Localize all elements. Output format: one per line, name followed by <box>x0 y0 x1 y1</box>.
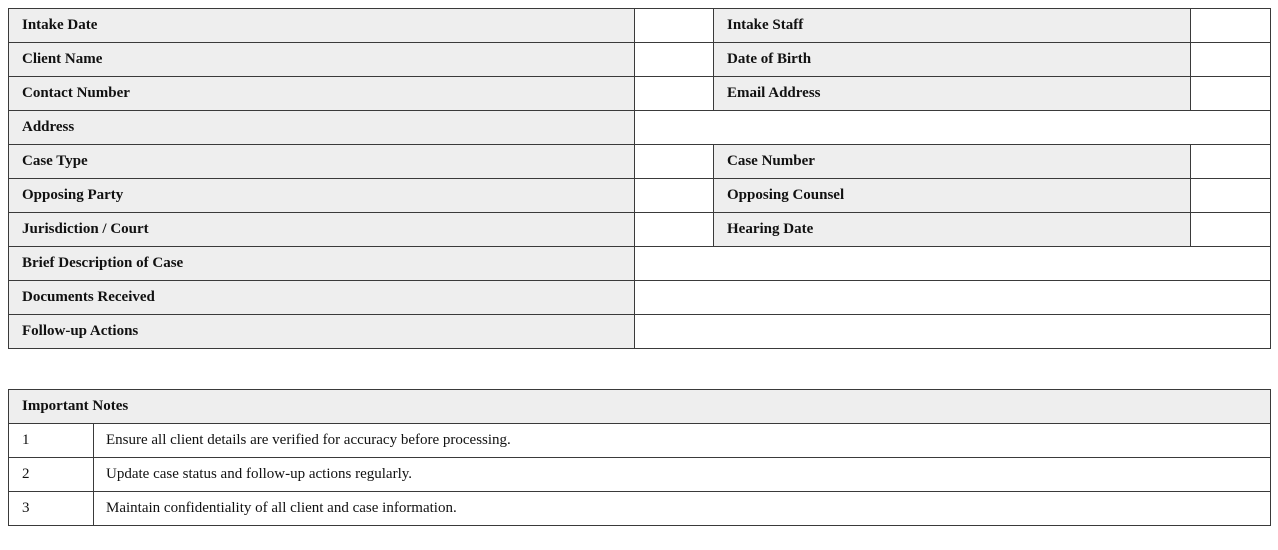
opposing-counsel-label: Opposing Counsel <box>714 179 1191 213</box>
case-type-label: Case Type <box>9 145 635 179</box>
table-row-case-type <box>9 145 1271 179</box>
note-row <box>9 424 1271 458</box>
opposing-party-field[interactable] <box>635 179 714 213</box>
table-row-opposing-party <box>9 179 1271 213</box>
opposing-party-label: Opposing Party <box>9 179 635 213</box>
case-number-label: Case Number <box>714 145 1191 179</box>
email-address-label: Email Address <box>714 77 1191 111</box>
hearing-date-field[interactable] <box>1191 213 1271 247</box>
jurisdiction-court-label: Jurisdiction / Court <box>9 213 635 247</box>
brief-description-label: Brief Description of Case <box>9 247 635 281</box>
note-row <box>9 492 1271 526</box>
notes-title: Important Notes <box>9 390 1271 424</box>
note-text: Maintain confidentiality of all client and case information. <box>94 492 1271 526</box>
contact-number-label: Contact Number <box>9 77 635 111</box>
note-number: 2 <box>9 458 94 492</box>
follow-up-actions-label: Follow-up Actions <box>9 315 635 349</box>
intake-date-field[interactable] <box>635 9 714 43</box>
table-row-intake-date <box>9 9 1271 43</box>
jurisdiction-court-field[interactable] <box>635 213 714 247</box>
opposing-counsel-field[interactable] <box>1191 179 1271 213</box>
contact-number-field[interactable] <box>635 77 714 111</box>
intake-staff-label: Intake Staff <box>714 9 1191 43</box>
important-notes-table <box>8 389 1271 526</box>
brief-description-field[interactable] <box>635 247 1271 281</box>
documents-received-field[interactable] <box>635 281 1271 315</box>
table-row-brief-description <box>9 247 1271 281</box>
intake-staff-field[interactable] <box>1191 9 1271 43</box>
follow-up-actions-field[interactable] <box>635 315 1271 349</box>
address-label: Address <box>9 111 635 145</box>
hearing-date-label: Hearing Date <box>714 213 1191 247</box>
table-row-contact-number <box>9 77 1271 111</box>
date-of-birth-field[interactable] <box>1191 43 1271 77</box>
address-field[interactable] <box>635 111 1271 145</box>
table-row-address <box>9 111 1271 145</box>
note-number: 3 <box>9 492 94 526</box>
note-text: Ensure all client details are verified for accuracy before processing. <box>94 424 1271 458</box>
case-number-field[interactable] <box>1191 145 1271 179</box>
note-text: Update case status and follow-up actions regularly. <box>94 458 1271 492</box>
table-row-documents-received <box>9 281 1271 315</box>
table-row-jurisdiction <box>9 213 1271 247</box>
table-row-client-name <box>9 43 1271 77</box>
table-row-follow-up-actions <box>9 315 1271 349</box>
note-number: 1 <box>9 424 94 458</box>
client-name-label: Client Name <box>9 43 635 77</box>
note-row <box>9 458 1271 492</box>
notes-header-row <box>9 390 1271 424</box>
email-address-field[interactable] <box>1191 77 1271 111</box>
client-name-field[interactable] <box>635 43 714 77</box>
case-type-field[interactable] <box>635 145 714 179</box>
documents-received-label: Documents Received <box>9 281 635 315</box>
intake-form-table <box>8 8 1271 349</box>
date-of-birth-label: Date of Birth <box>714 43 1191 77</box>
intake-date-label: Intake Date <box>9 9 635 43</box>
